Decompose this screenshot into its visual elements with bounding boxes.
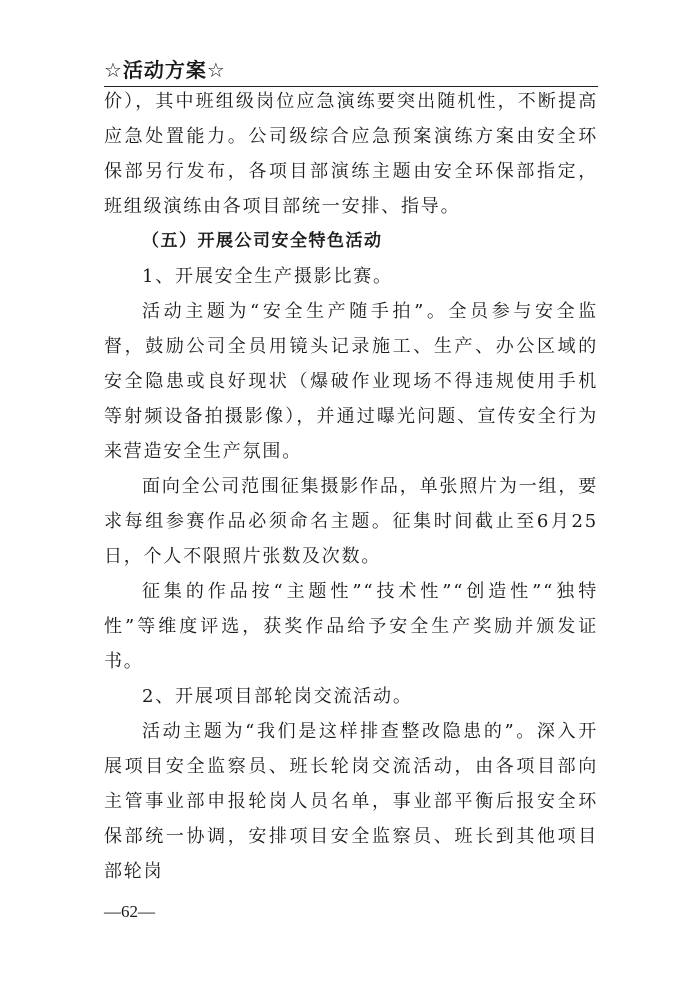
paragraph-photo-collection: 面向全公司范围征集摄影作品，单张照片为一组，要求每组参赛作品必须命名主题。征集时间截止至6月25日，个人不限照片张数及次数。 bbox=[104, 476, 598, 567]
page-number: —62— bbox=[104, 902, 155, 921]
paragraph-photo-evaluation: 征集的作品按“主题性”“技术性”“创造性”“独特性”等维度评选，获奖作品给予安全生产奖励并颁发证书。 bbox=[104, 581, 598, 672]
page-header bbox=[104, 56, 598, 87]
paragraph-photo-theme: 活动主题为“安全生产随手拍”。全员参与安全监督，鼓励公司全员用镜头记录施工、生产、办公区域的安全隐患或良好现状（爆破作业现场不得违规使用手机等射频设备拍摄影像），并通过曝光问题、宣传安全行为来营造安全生产氛围。 bbox=[104, 301, 598, 462]
document-body bbox=[104, 84, 598, 889]
subheading-photo-contest: 1、开展安全生产摄影比赛。 bbox=[142, 266, 393, 287]
header-title: ☆活动方案☆ bbox=[104, 58, 226, 82]
paragraph-rotation-theme: 活动主题为“我们是这样排查整改隐患的”。深入开展项目安全监察员、班长轮岗交流活动，由各项目部向主管事业部申报轮岗人员名单，事业部平衡后报安全环保部统一协调，安排项目安全监察员、班长到其他项目部轮岗 bbox=[104, 721, 598, 882]
subheading-rotation-exchange: 2、开展项目部轮岗交流活动。 bbox=[142, 686, 413, 707]
section-heading: （五）开展公司安全特色活动 bbox=[142, 231, 383, 251]
paragraph-drill-continued: 价），其中班组级岗位应急演练要突出随机性，不断提高应急处置能力。公司级综合应急预案演练方案由安全环保部另行发布，各项目部演练主题由安全环保部指定，班组级演练由各项目部统一安排、指导。 bbox=[104, 91, 598, 217]
